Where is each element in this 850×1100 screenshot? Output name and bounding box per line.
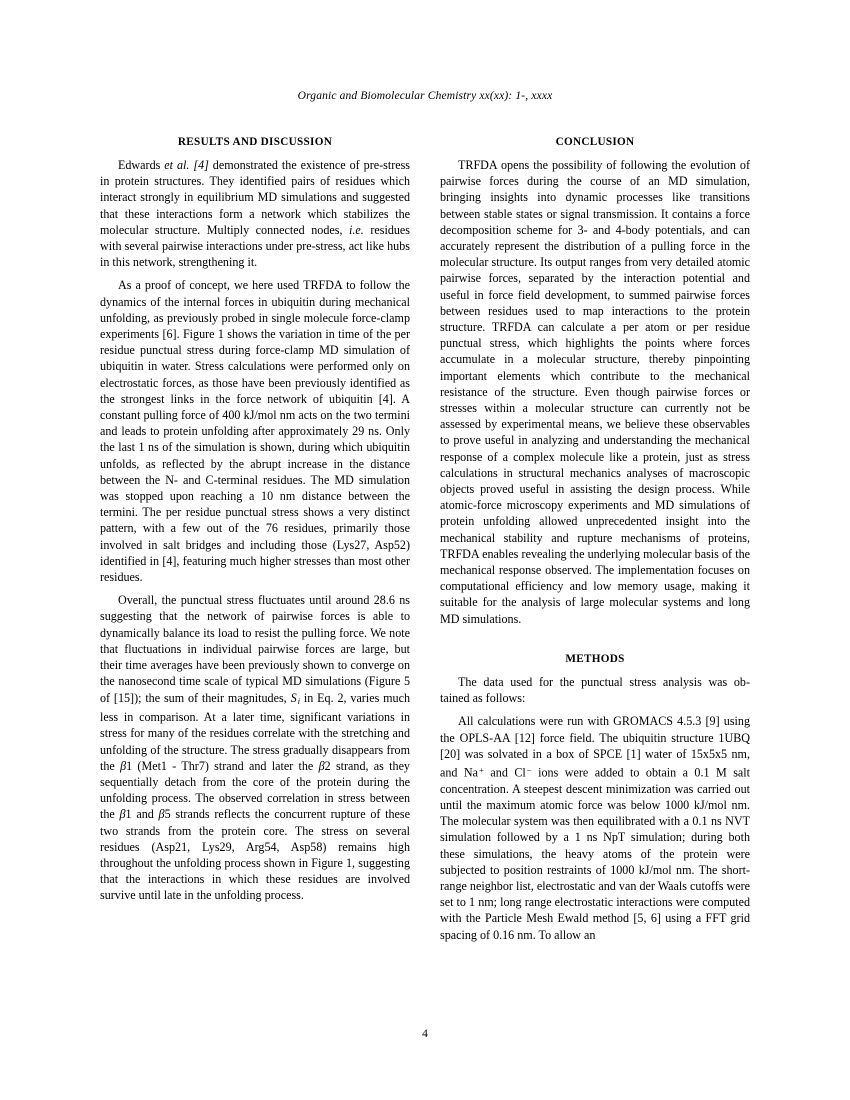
italic-run: S (290, 690, 297, 705)
section-heading-conclusion: CONCLUSION (555, 136, 635, 148)
text-run: The data used for the punctual stress analysis was ob- tained as follows: (440, 674, 750, 706)
paragraph (100, 157, 410, 270)
text-run: 1 (Met1 - Thr7) strand and later the (126, 758, 319, 773)
text-run: As a proof of concept, we here used TRFDA to follow the dynamics of the internal forces in ubiquitin during mechanical unfolding, as previously probed in single molecule force-clamp experiments [6]. Figure 1 shows the variation in time of the per residue punctual stress during force-clamp MD simulation of ubiquitin in water. Stress calculations were performed only on electrostatic forces, as those have been previously identified as the strongest links in the force network of ubiquitin [4]. A constant pulling force of 400 kJ/mol nm acts on the two termini and leads to protein unfolding after approximately 29 ns. Only the last 1 ns of the simulation is shown, during which ubiquitin unfolds, as reflected by the abrupt increase in the distance between the N- and C-terminal residues. The MD simulation was stopped upon reaching a 10 nm distance between the termini. The per residue punctual stress shows a very distinct pattern, with a few out of the 76 residues, primarily those involved in salt bridges and including those (Lys27, Asp52) identified in [4], featuring much higher stresses than most other residues. (100, 278, 410, 585)
paragraph (100, 277, 410, 585)
text-run: Overall, the punctual stress fluctuates until around 28.6 ns suggesting that the network of pairwise forces is able to dynamically balance its load to resist the pulling force. We note that fluctuations in individual pairwise forces are large, but their time averages have been previously shown to converge on the nanosecond time scale of typical MD simulations (Figure 5 of [15]); the sum of their magnitudes, (100, 593, 410, 705)
superscript-run: + (479, 764, 484, 775)
text-run: 5 strands reflects the concurrent rupture of these two strands from the protein core. The stress on several residues (Asp21, Lys29, Arg54, Asp58) remains high throughout the unfolding process shown in Figure 1, suggesting that the interactions in which these residues are involved survive until late in the unfolding process. (100, 807, 410, 903)
superscript-run: − (526, 764, 532, 775)
text-run: 2 strand, as they sequentially detach from the core of the protein during the unfolding process. The observed correlation in stress between the (100, 758, 410, 822)
text-run: 1 and (125, 807, 159, 822)
greek-beta-symbol: β (119, 807, 126, 822)
text-run: Edwards (118, 158, 165, 172)
text-run: demonstrated the existence of pre-stress in protein structures. They identified pairs of residues which interact strongly in equilibrium MD simulations and suggested that these interactions form a network which stabilizes the molecular structure. Multiply connected nodes, (100, 158, 411, 237)
text-run: All calculations were run with GROMACS 4.5.3 [9] using the OPLS-AA [12] force field. The ubiquitin structure 1UBQ [20] was solvated in a box of SPCE [1] water of 15x5x5 nm, and Na (440, 714, 750, 780)
conclusion-paragraphs (440, 157, 750, 627)
left-column (100, 136, 410, 943)
greek-beta-symbol: β (120, 758, 127, 773)
paragraph (100, 592, 410, 903)
italic-run: i.e. (349, 222, 364, 237)
text-run: TRFDA opens the possibility of following the evolution of pairwise forces during the course of an MD simulation, bringing insights into dynamic processes like transitions between stable states or signal transmission. It contains a force decomposition scheme for 3- and 4-body potentials, and can accurately represent the distribution of a pulling force in the molecular structure. Its output ranges from very detailed atomic pairwise forces, separated by the interaction potential and useful in force field development, to summed pairwise forces between residues used to map interactions to the protein structure. TRFDA can calculate a per atom or per residue punctual stress, which highlights the points where forces accumulate in a molecular structure, thereby pinpointing important elements which contribute to the mechanical resistance of the structure. Even though pairwise forces or stresses within a molecular structure can currently not be assessed by experimental means, we believe these observables to prove useful in analyzing and understanding the mechanical response of a complex molecule like a protein, just as stress calculations in structural mechanics analyses of macroscopic objects proved useful in assisting the design process. While atomic-force microscopy experiments and MD simulations of protein unfolding allowed unprecedented insight into the mechanical stability and rupture mechanisms of proteins, TRFDA enables revealing the underlying molecular basis of the mechanical response observed. The implementation focuses on computational efficiency and low memory usage, making it suitable for the analysis of large molecular systems and long MD simulations. (440, 158, 750, 626)
paragraph (440, 674, 750, 706)
text-run: ions were added to obtain a 0.1 M salt concentration. A steepest descent minimization was carried out until the maximum atomic force was below 1000 kJ/mol nm. The molecular system was then equilibrated with a 0.1 ns NVT simulation followed by a 1 ns NpT simulation; during both these simulations, the heavy atoms of the protein were subjected to position restraints of 1000 kJ/mol nm. The short-range neighbor list, electrostatic and van der Waals cutoffs were set to 1 nm; long range electrostatic interactions were computed with the Particle Mesh Ewald method [5, 6] using a FFT grid spacing of 0.16 nm. To allow an (440, 765, 751, 942)
greek-beta-symbol: β (158, 807, 165, 822)
left-column-paragraphs (100, 157, 410, 904)
italic-run: et al. [4] (164, 158, 209, 172)
methods-paragraphs (440, 674, 750, 943)
paragraph (440, 157, 750, 627)
text-run: in Eq. 2, varies much less in comparison. At a later time, significant variations in stress for many of the residues correlate with the stretching and unfolding of the structure. The stress gradually disappears from the (100, 690, 410, 773)
text-run: residues with several pairwise interactions under pre-stress, act like hubs in this network, strengthening it. (100, 222, 410, 270)
section-heading-results-and-discussion: RESULTS AND DISCUSSION (177, 136, 333, 148)
two-column-body (100, 136, 750, 943)
greek-beta-symbol: β (318, 758, 325, 773)
right-column (440, 136, 750, 943)
subscript-run: i (297, 695, 301, 706)
page-number: 4 (422, 1028, 428, 1040)
running-head: Organic and Biomolecular Chemistry xx(xx): 1-, xxxx (297, 90, 553, 102)
section-heading-methods: METHODS (565, 652, 625, 665)
paragraph (440, 713, 750, 943)
text-run: and Cl (483, 765, 526, 780)
